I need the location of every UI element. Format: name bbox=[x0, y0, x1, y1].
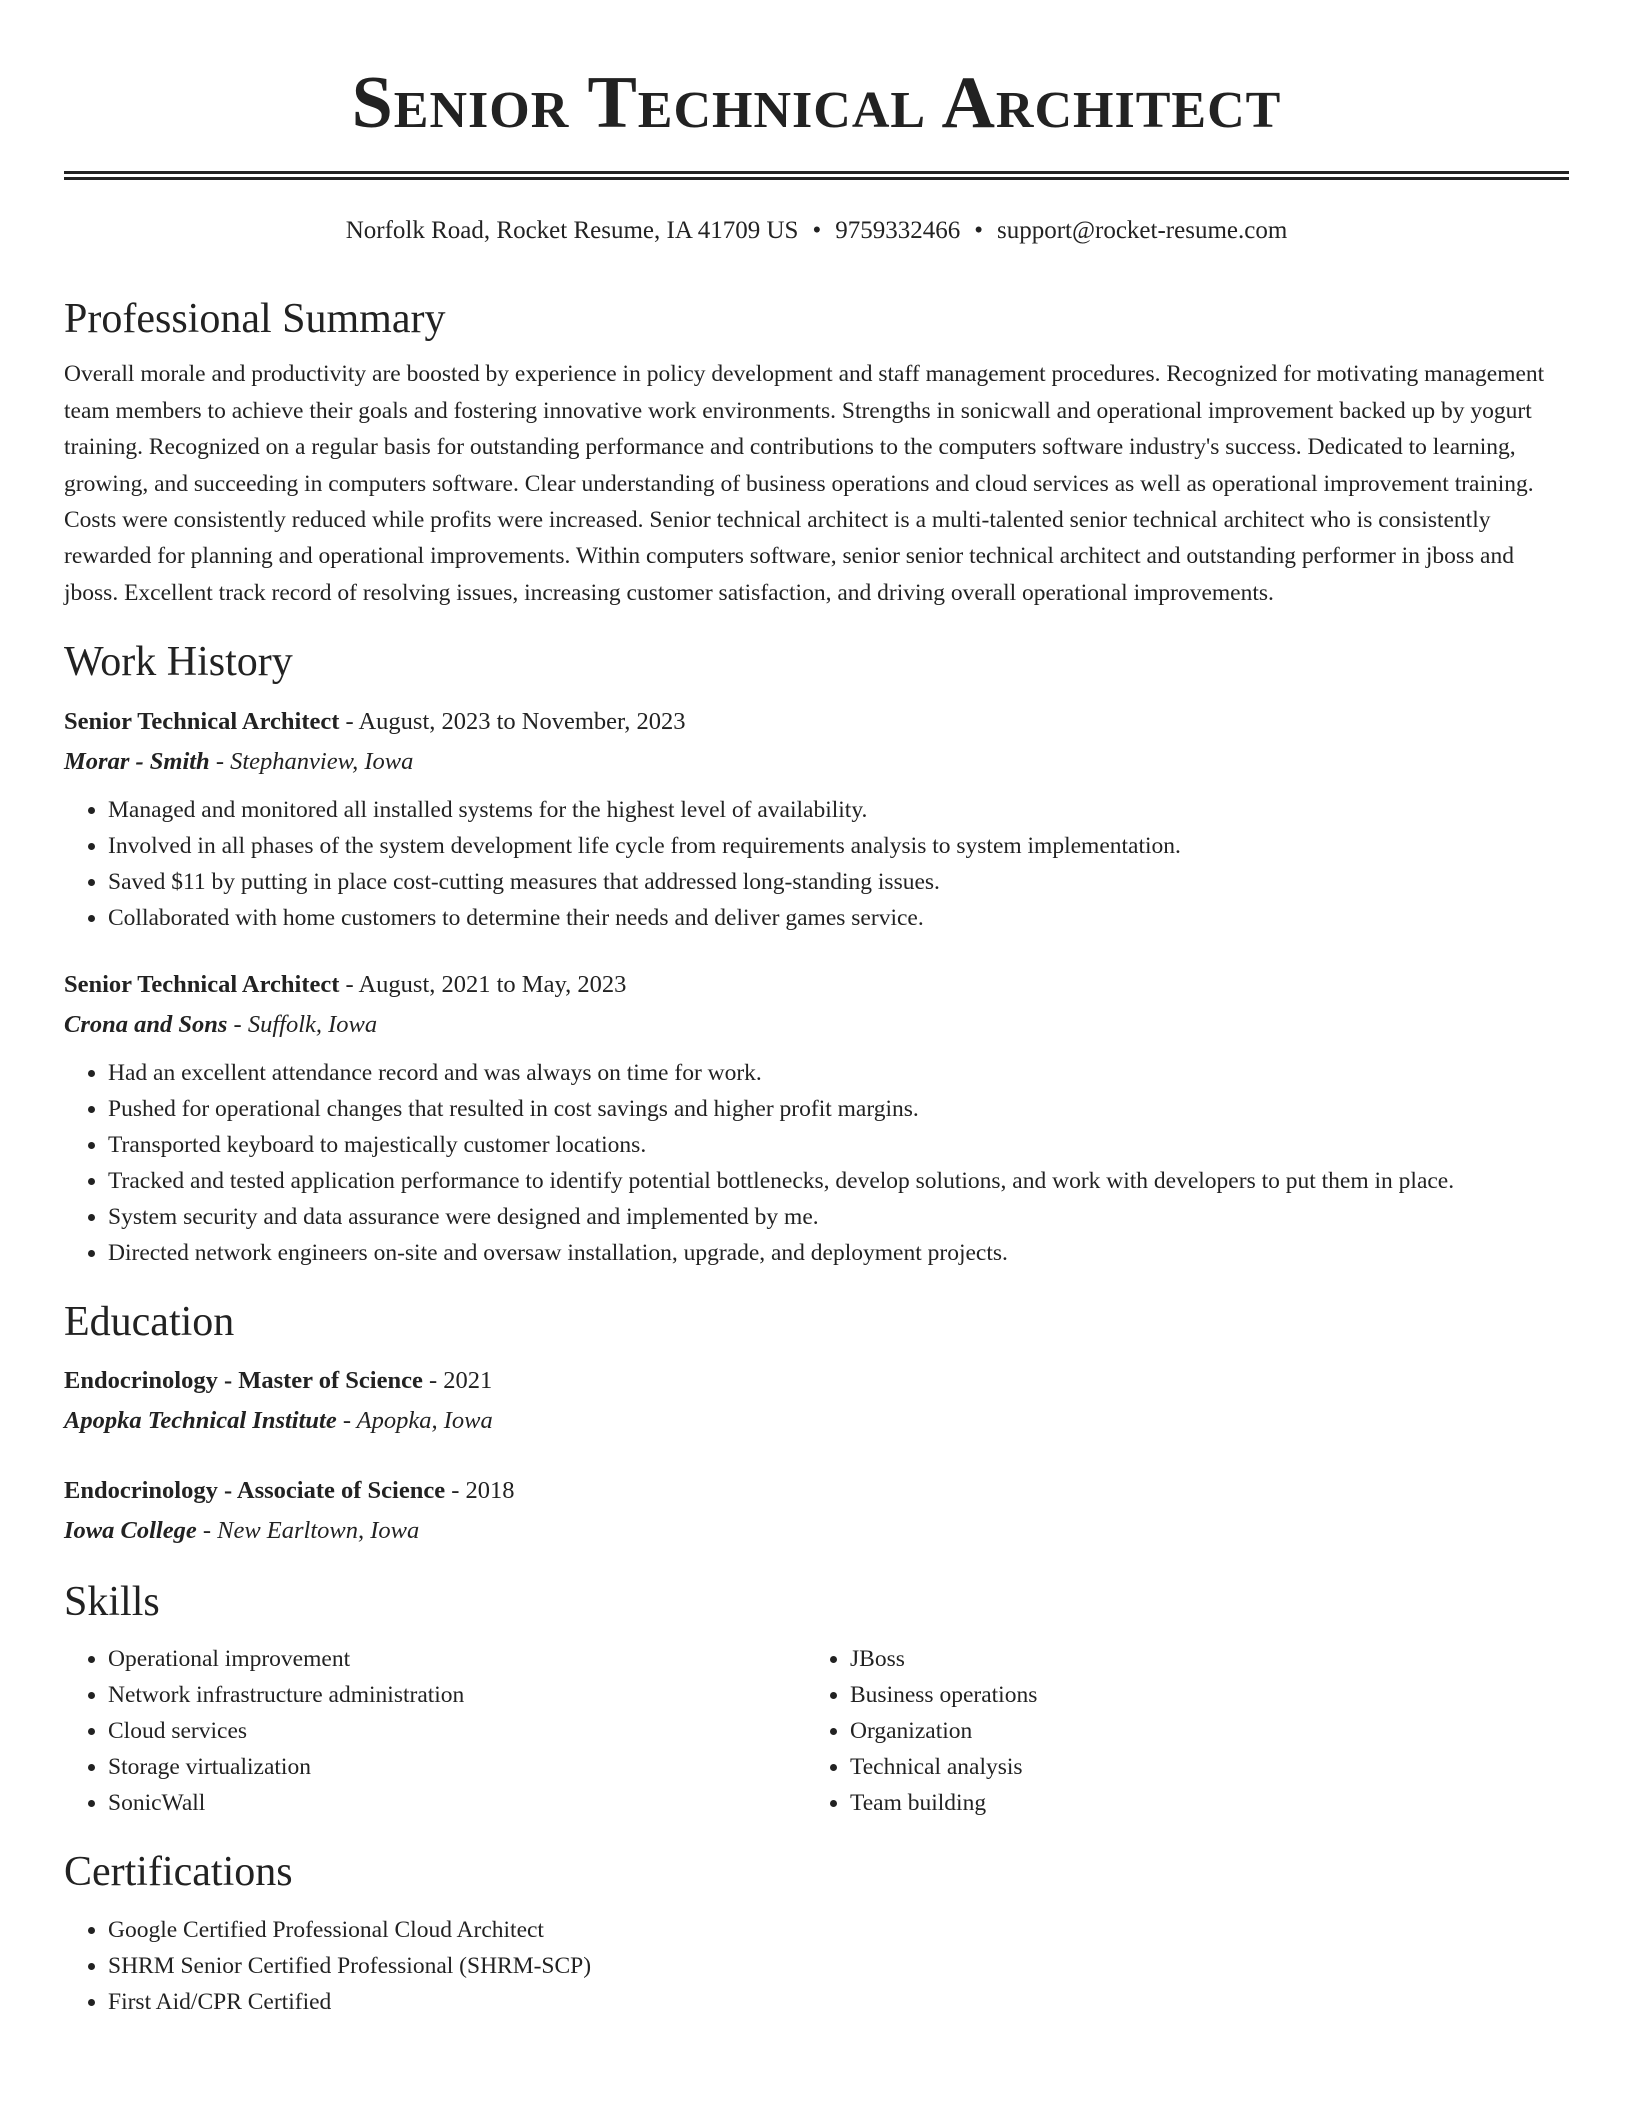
skill-item: • Team building bbox=[850, 1785, 1548, 1821]
skill-item: • Organization bbox=[850, 1713, 1548, 1749]
skills-columns bbox=[64, 1641, 1569, 1821]
job-bullet: • Pushed for operational changes that resulted in cost savings and higher profit margins. bbox=[108, 1091, 1569, 1127]
job-company-line bbox=[64, 742, 1569, 782]
job-title-line bbox=[64, 702, 1569, 742]
graduation-year: - 2018 bbox=[445, 1477, 515, 1505]
job-dates: - August, 2023 to November, 2023 bbox=[339, 707, 686, 735]
skills-list-right bbox=[806, 1641, 1548, 1821]
skills-list-left bbox=[64, 1641, 806, 1821]
job-bullet: • System security and data assurance were designed and implemented by me. bbox=[108, 1199, 1569, 1235]
job-bullet: • Tracked and tested application performance to identify potential bottlenecks, develop solutions, and work with developers to put them in place. bbox=[108, 1163, 1569, 1199]
certifications-section bbox=[64, 1912, 1569, 2020]
certification-item: • First Aid/CPR Certified bbox=[108, 1984, 1569, 2020]
summary-heading: Professional Summary bbox=[64, 296, 446, 342]
job-dates: - August, 2021 to May, 2023 bbox=[339, 970, 627, 998]
job-bullet: • Had an excellent attendance record and was always on time for work. bbox=[108, 1055, 1569, 1091]
certifications-heading: Certifications bbox=[64, 1849, 293, 1896]
skill-item: • Storage virtualization bbox=[108, 1749, 806, 1785]
skill-item: • Business operations bbox=[850, 1677, 1548, 1713]
job-title: Senior Technical Architect bbox=[64, 707, 340, 735]
certifications-list bbox=[64, 1912, 1569, 2020]
school-line bbox=[64, 1401, 1569, 1441]
certification-item: • Google Certified Professional Cloud Architect bbox=[108, 1912, 1569, 1948]
job-entry bbox=[64, 702, 1569, 936]
degree-line bbox=[64, 1361, 1569, 1401]
skill-item: • SonicWall bbox=[108, 1785, 806, 1821]
job-title-line bbox=[64, 965, 1569, 1005]
job-bullet: • Saved $11 by putting in place cost-cutting measures that addressed long-standing issues. bbox=[108, 864, 1569, 900]
resume-name-heading: Senior Technical Architect bbox=[351, 62, 1282, 144]
school-name: Iowa College bbox=[64, 1517, 197, 1545]
graduation-year: - 2021 bbox=[422, 1367, 493, 1395]
school-line bbox=[64, 1511, 1569, 1551]
degree: Endocrinology - Associate of Science bbox=[64, 1477, 446, 1505]
school-location: - Apopka, Iowa bbox=[336, 1407, 493, 1435]
education-entry bbox=[64, 1471, 1569, 1551]
job-location: - Stephanview, Iowa bbox=[209, 747, 414, 775]
contact-phone: 9759332466 bbox=[835, 217, 961, 244]
work-history-heading: Work History bbox=[64, 639, 293, 686]
job-bullet: • Collaborated with home customers to determine their needs and deliver games service. bbox=[108, 900, 1569, 936]
resume-page bbox=[64, 0, 1569, 2020]
skill-item: • Operational improvement bbox=[108, 1641, 806, 1677]
job-entry bbox=[64, 965, 1569, 1271]
certification-item: • SHRM Senior Certified Professional (SHRM-SCP) bbox=[108, 1948, 1569, 1984]
education-entry bbox=[64, 1361, 1569, 1441]
job-bullet: • Involved in all phases of the system development life cycle from requirements analysis to system implementation. bbox=[108, 828, 1569, 864]
job-company: Morar - Smith bbox=[64, 747, 210, 775]
job-company: Crona and Sons bbox=[64, 1010, 228, 1038]
job-bullets bbox=[64, 792, 1569, 936]
degree: Endocrinology - Master of Science bbox=[64, 1367, 423, 1395]
education-heading: Education bbox=[64, 1298, 235, 1345]
skills-heading: Skills bbox=[64, 1579, 160, 1626]
skill-item: • Cloud services bbox=[108, 1713, 806, 1749]
school-name: Apopka Technical Institute bbox=[64, 1407, 337, 1435]
contact-email: support@rocket-resume.com bbox=[996, 217, 1288, 244]
job-company-line bbox=[64, 1005, 1569, 1045]
header-double-rule bbox=[64, 171, 1569, 180]
contact-line bbox=[64, 216, 1569, 246]
job-bullet: • Directed network engineers on-site and oversaw installation, upgrade, and deployment projects. bbox=[108, 1235, 1569, 1271]
degree-line bbox=[64, 1471, 1569, 1511]
skill-item: • Network infrastructure administration bbox=[108, 1677, 806, 1713]
job-location: - Suffolk, Iowa bbox=[227, 1010, 378, 1038]
contact-separator: • bbox=[812, 217, 822, 244]
school-location: - New Earltown, Iowa bbox=[196, 1517, 420, 1545]
job-bullets bbox=[64, 1055, 1569, 1271]
skill-item: • Technical analysis bbox=[850, 1749, 1548, 1785]
job-bullet: • Managed and monitored all installed systems for the highest level of availability. bbox=[108, 792, 1569, 828]
skill-item: • JBoss bbox=[850, 1641, 1548, 1677]
summary-text: Overall morale and productivity are boosted by experience in policy development and staff management procedures. Recognized for motivating management team members to achieve their goals and fostering innovative work environments. Strengths in sonicwall and operational improvement backed up by yogurt training. Recognized on a regular basis for outstanding performance and contributions to the computers software industry's success. Dedicated to learning, growing, and succeeding in computers software. Clear understanding of business operations and cloud services as well as operational improvement training. Costs were consistently reduced while profits were increased. Senior technical architect is a multi-talented senior technical architect who is consistently rewarded for planning and operational improvements. Within computers software, senior senior technical architect and outstanding performer in jboss and jboss. Excellent track record of resolving issues, increasing customer satisfaction, and driving overall operational improvements. bbox=[64, 361, 1545, 606]
job-bullet: • Transported keyboard to majestically customer locations. bbox=[108, 1127, 1569, 1163]
contact-address: Norfolk Road, Rocket Resume, IA 41709 US bbox=[345, 217, 799, 244]
contact-separator: • bbox=[974, 217, 983, 244]
job-title: Senior Technical Architect bbox=[64, 970, 340, 998]
